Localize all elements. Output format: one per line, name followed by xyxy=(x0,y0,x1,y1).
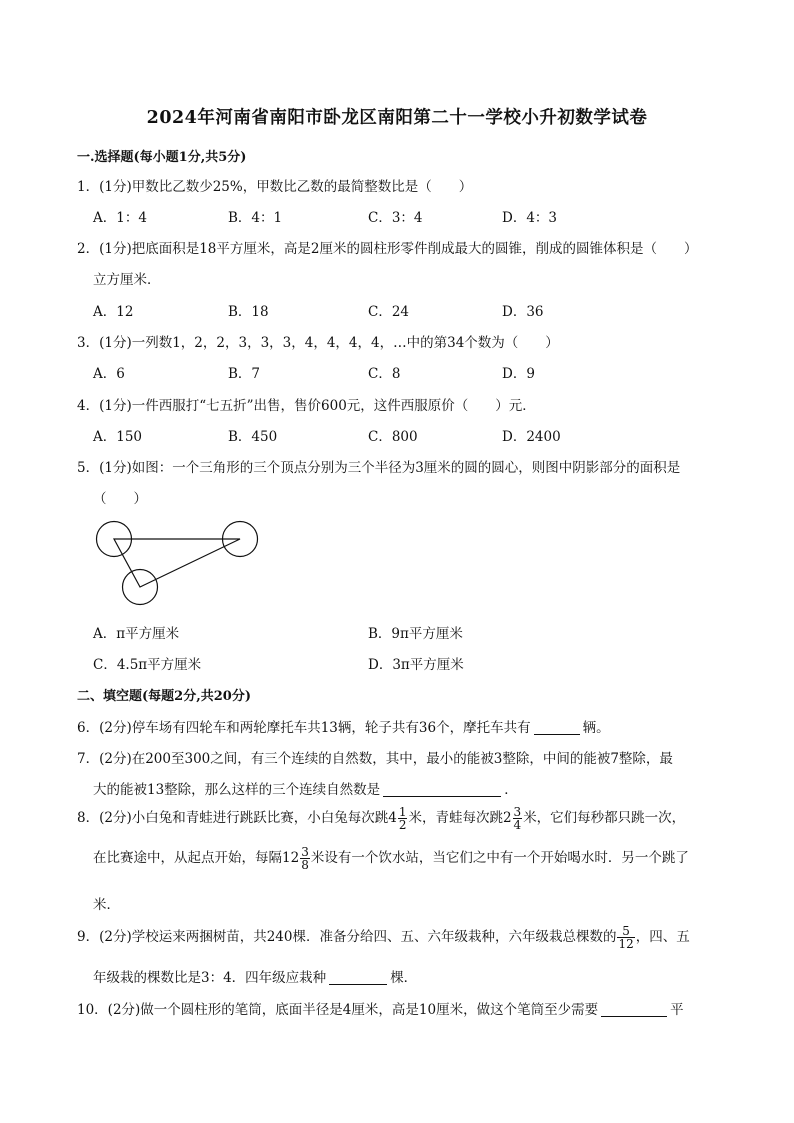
fraction xyxy=(398,806,408,831)
fraction-numerator: 1 xyxy=(398,805,407,819)
question-7-line1: 7．(2分)在200至300之间，有三个连续的自然数，其中，最小的能被3整除，中间的能被7整除，最 xyxy=(77,751,673,767)
question-5-line2: （ ） xyxy=(93,491,147,507)
answer-blank xyxy=(383,782,501,797)
fraction-denominator: 12 xyxy=(618,937,634,951)
q1-option-c: C．3：4 xyxy=(368,210,423,226)
question-9-tail: 棵． xyxy=(390,970,418,986)
question-8-text-2: 米，青蛙每次跳 xyxy=(408,810,503,826)
question-8-line3: 米． xyxy=(93,897,120,913)
question-6 xyxy=(77,716,610,736)
fraction-numerator: 3 xyxy=(301,845,309,859)
question-9-text: 9．(2分)学校运来两捆树苗，共240棵．准备分给四、五、六年级栽种，六年级栽总棵数的 xyxy=(77,929,617,945)
fraction-whole: 12 xyxy=(282,850,300,866)
question-8-text-5: 米设有一个饮水站，当它们之中有一个开始喝水时．另一个跳了 xyxy=(310,850,689,866)
fraction-denominator: 2 xyxy=(398,818,407,832)
question-3: 3．(1分)一列数1，2，2，3，3，3，4，4，4，4，…中的第34个数为（ ） xyxy=(77,335,559,351)
q4-option-d: D．2400 xyxy=(502,429,561,445)
q3-option-d: D．9 xyxy=(502,366,535,382)
question-8-line1 xyxy=(77,806,685,831)
q1-option-d: D．4：3 xyxy=(502,210,558,226)
question-8-text-3: 米，它们每秒都只跳一次， xyxy=(523,810,686,826)
q5-option-a: A．π平方厘米 xyxy=(93,626,180,642)
fraction-whole: 2 xyxy=(502,810,512,826)
section-heading-choice: 一.选择题(每小题1分,共5分) xyxy=(77,150,247,165)
q5-option-d: D．3π平方厘米 xyxy=(368,657,464,673)
exam-title: 2024年河南省南阳市卧龙区南阳第二十一学校小升初数学试卷 xyxy=(146,108,648,128)
question-8-text: 8．(2分)小白兔和青蛙进行跳跃比赛，小白兔每次跳 xyxy=(77,810,389,826)
question-8-text-4: 在比赛途中，从起点开始，每隔 xyxy=(93,850,282,866)
q5-option-b: B．9π平方厘米 xyxy=(368,626,463,642)
question-2-line1: 2．(1分)把底面积是18平方厘米，高是2厘米的圆柱形零件削成最大的圆锥，削成的圆锥体积是（ ） xyxy=(77,241,698,257)
section-heading-fill: 二、填空题(每题2分,共20分) xyxy=(77,689,251,704)
question-6-text: 6．(2分)停车场有四轮车和两轮摩托车共13辆，轮子共有36个，摩托车共有 xyxy=(77,720,531,736)
answer-blank xyxy=(534,720,580,735)
q2-option-a: A．12 xyxy=(93,304,134,320)
question-2-line2: 立方厘米． xyxy=(93,272,161,288)
q4-option-b: B．450 xyxy=(228,429,278,445)
q3-option-b: B．7 xyxy=(228,366,261,382)
mixed-fraction-12-3-8 xyxy=(282,845,311,872)
fraction-whole: 4 xyxy=(388,810,397,826)
question-9-line1 xyxy=(77,925,690,950)
q3-option-c: C．8 xyxy=(368,366,401,382)
question-10 xyxy=(77,998,684,1018)
question-7-tail: ． xyxy=(504,782,518,798)
question-7-text: 大的能被13整除，那么这样的三个连续自然数是 xyxy=(93,782,381,798)
mixed-fraction-4-1-2 xyxy=(388,805,408,832)
question-10-text: 10．(2分)做一个圆柱形的笔筒，底面半径是4厘米，高是10厘米，做这个笔筒至少需要 xyxy=(77,1002,599,1018)
mixed-fraction-2-3-4 xyxy=(502,805,523,832)
question-4: 4．(1分)一件西服打“七五折”出售，售价600元，这件西服原价（ ）元． xyxy=(77,398,536,414)
question-9-text-2: ，四、五 xyxy=(635,929,690,945)
fraction-numerator: 3 xyxy=(513,805,522,819)
question-8-line2 xyxy=(93,846,689,871)
q5-option-c: C．4.5π平方厘米 xyxy=(93,657,202,673)
triangle xyxy=(114,539,240,587)
triangle-circles-figure xyxy=(90,515,270,610)
answer-blank xyxy=(329,970,387,985)
fraction xyxy=(300,846,310,871)
question-9-text-3: 年级栽的棵数比是3：4．四年级应栽种 xyxy=(93,970,327,986)
question-6-tail: 辆。 xyxy=(582,720,610,736)
q2-option-c: C．24 xyxy=(368,304,410,320)
fraction-5-12 xyxy=(617,925,634,950)
q1-option-b: B．4：1 xyxy=(228,210,283,226)
question-10-tail: 平 xyxy=(670,1002,684,1018)
q1-option-a: A．1：4 xyxy=(93,210,147,226)
question-1: 1．(1分)甲数比乙数少25%，甲数比乙数的最简整数比是（ ） xyxy=(77,179,473,195)
question-9-line2 xyxy=(93,966,417,986)
q4-option-a: A．150 xyxy=(93,429,143,445)
q3-option-a: A．6 xyxy=(93,366,125,382)
fraction-denominator: 4 xyxy=(513,818,522,832)
q2-option-b: B．18 xyxy=(228,304,269,320)
fraction xyxy=(513,806,523,831)
answer-blank xyxy=(601,1002,667,1017)
question-5-line1: 5．(1分)如图：一个三角形的三个顶点分别为三个半径为3厘米的圆的圆心，则图中阴影部分的面积是 xyxy=(77,460,681,476)
fraction-denominator: 8 xyxy=(301,858,309,872)
question-7-line2 xyxy=(93,778,518,798)
fraction-numerator: 5 xyxy=(617,925,634,938)
q2-option-d: D．36 xyxy=(502,304,544,320)
q4-option-c: C．800 xyxy=(368,429,418,445)
